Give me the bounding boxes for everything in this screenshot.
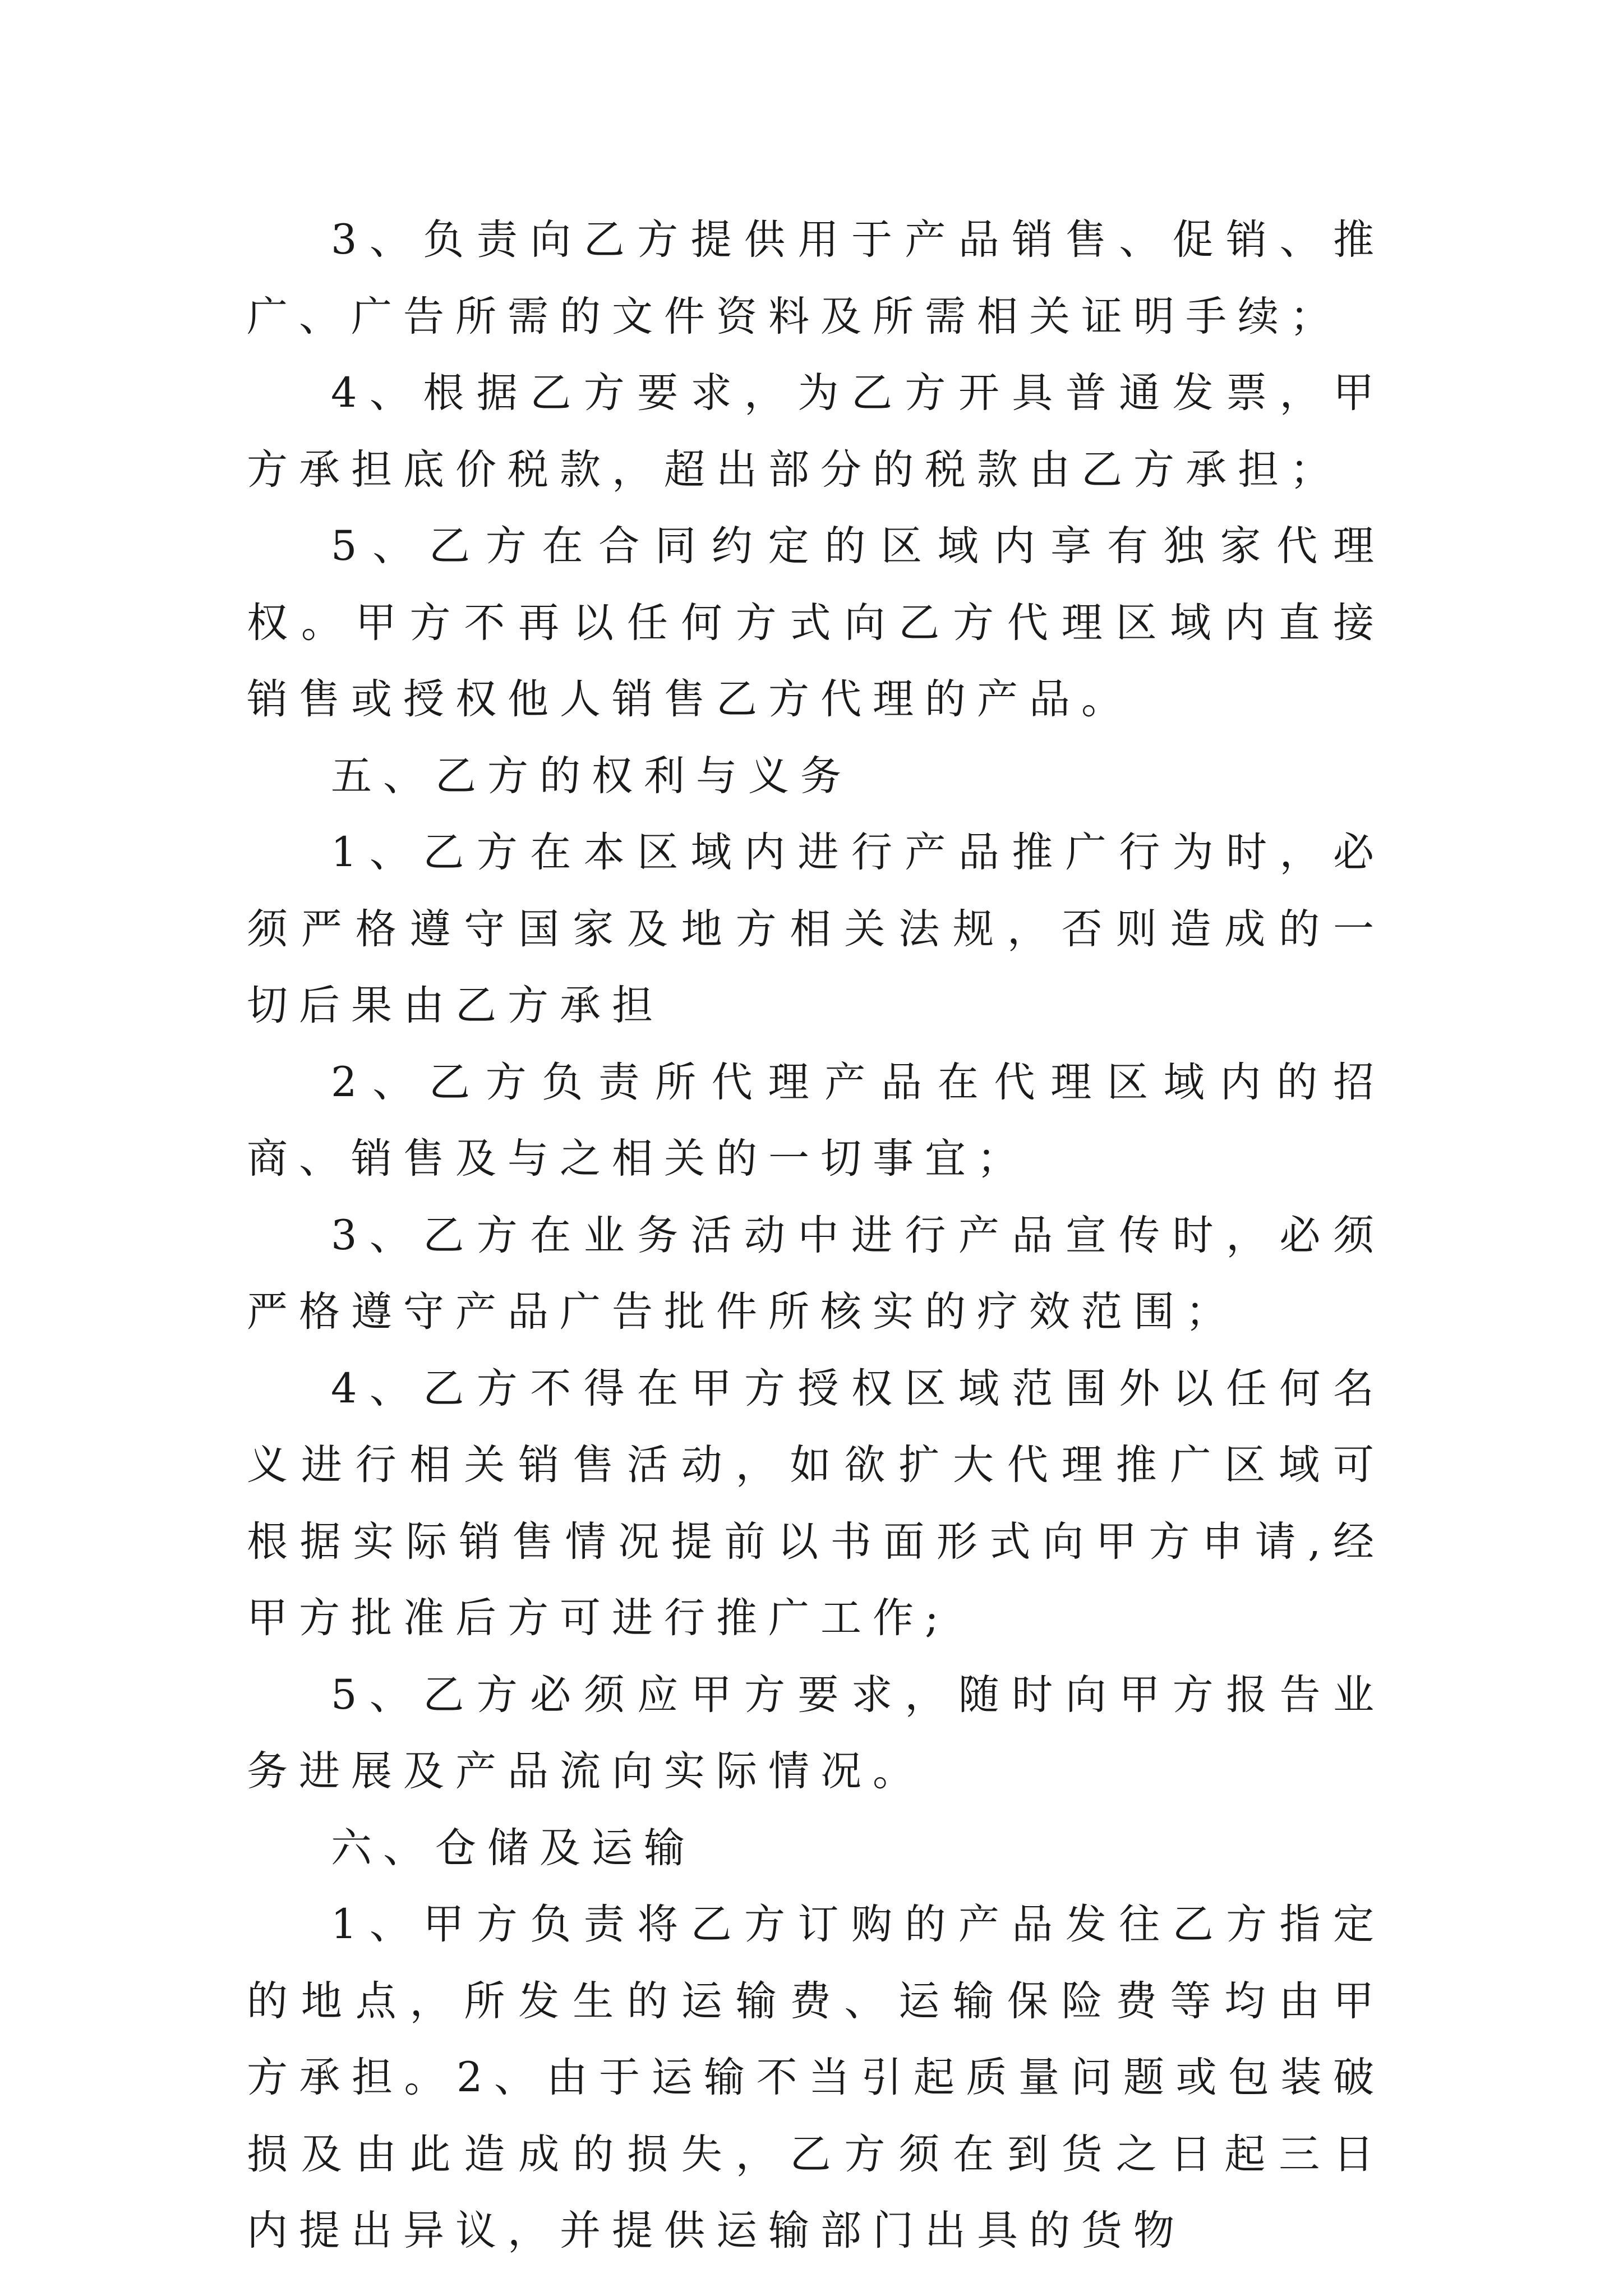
clause-paragraph: 3、负责向乙方提供用于产品销售、促销、推广、广告所需的文件资料及所需相关证明手续； (247, 216, 1385, 341)
document-body (247, 202, 1385, 2270)
clause-paragraph: 1、乙方在本区域内进行产品推广行为时，必须严格遵守国家及地方相关法规，否则造成的一切后果由乙方承担 (247, 829, 1385, 1029)
clause-paragraph: 5、乙方在合同约定的区域内享有独家代理权。甲方不再以任何方式向乙方代理区域内直接销售或授权他人销售乙方代理的产品。 (247, 522, 1385, 723)
section-heading: 六、仓储及运输 (331, 1824, 696, 1872)
clause-paragraph: 4、乙方不得在甲方授权区域范围外以任何名义进行相关销售活动，如欲扩大代理推广区域可根据实际销售情况提前以书面形式向甲方申请,经甲方批准后方可进行推广工作; (247, 1364, 1385, 1642)
clause-paragraph: 4、根据乙方要求，为乙方开具普通发票，甲方承担底价税款，超出部分的税款由乙方承担； (247, 369, 1385, 494)
clause-paragraph: 5、乙方必须应甲方要求，随时向甲方报告业务进展及产品流向实际情况。 (247, 1671, 1385, 1795)
section-heading: 五、乙方的权利与义务 (331, 752, 852, 800)
clause-paragraph: 3、乙方在业务活动中进行产品宣传时，必须严格遵守产品广告批件所核实的疗效范围； (247, 1211, 1385, 1336)
clause-paragraph: 2、乙方负责所代理产品在代理区域内的招商、销售及与之相关的一切事宜； (247, 1058, 1385, 1182)
clause-paragraph: 1、甲方负责将乙方订购的产品发往乙方指定的地点，所发生的运输费、运输保险费等均由甲方承担。2、由于运输不当引起质量问题或包装破损及由此造成的损失，乙方须在到货之日起三日内提出异议，并提供运输部门出具的货物 (247, 1901, 1385, 2254)
